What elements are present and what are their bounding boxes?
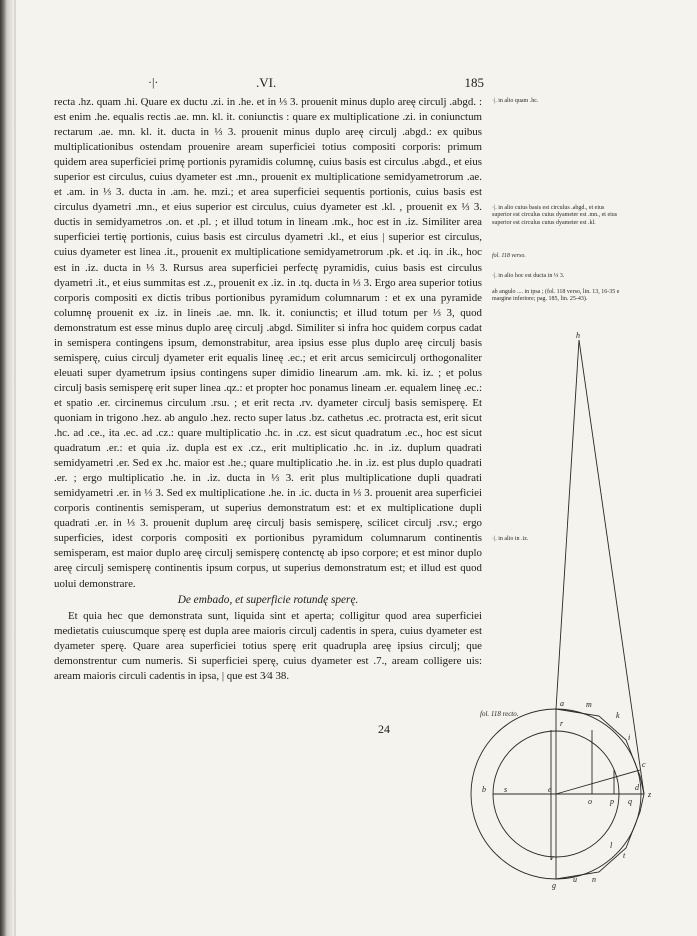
geometric-figure <box>468 300 697 890</box>
page-number: 185 <box>464 75 484 90</box>
label-o: o <box>588 797 592 806</box>
label-v: v <box>550 853 554 862</box>
label-r: r <box>560 719 564 728</box>
main-text-column <box>54 95 482 684</box>
label-h: h <box>576 331 580 340</box>
label-z: z <box>648 790 652 799</box>
page-binding-edge <box>0 0 14 936</box>
margin-note-6: ·|. in alio in .iz. <box>492 536 529 542</box>
figure-caption: fol. 118 recto. <box>480 710 519 718</box>
label-p: p <box>610 797 614 806</box>
chapter-number: .VI. <box>256 75 277 90</box>
label-u: u <box>573 875 577 884</box>
label-i: i <box>628 733 631 742</box>
margin-note-5: ab angulo .... in ipsa ; (fol. 118 verso, lin. 13, 16-35 e margine inferiore; pag. 185, lin. 25-43). <box>492 289 620 303</box>
paragraph-proof: recta .hz. quam .hi. Quare ex ductu .zi. in .he. et in ⅓ 3. prouenit minus duplo areę circulj .abgd. : est enim .he. equalis rectis .ae. mn. kl. it. coniunctis : quare ex multiplicatione .zi. in coniunctum rectarum .ae. mn. kl. it. ducta in ⅓ 3. prouenit minus duplo areę circulj .abgd.: ex quibus multiplicationibus ostendam prouenire aream superficiei totius compositi corporis: primum quidem area superficiei primę portionis pyramidis columnę, cuius basis est circulus .abgd., et eius superior est circulus, cuius dyameter est .mn., prouenit ex multiplicatione semidyametrorum .ae. et .am. in ⅓ 3. ducta in .am. he. mzi.; et area superficiei sequentis portionis, cuius basis est circulus dyametri .mn., et eius superior est circulus, cuius dyameter est .kl. , prouenit ex ⅓ 3. ductis in semidyametros .on. et .pl. ; et illud totum in lineam .mk., hoc est in .iz. Similiter area superficiei tertię portionis, cuius basis est circulus dyametri .kl., et eius | superior est circulus, cuius dyameter est linea .it., prouenit ex multiplicatione semidyametrorum .pk. et .iq. in .ik., hoc est in .iz. ducta in ⅓ 3. Rursus area superficiei perfectę pyramidis, cuius basis est circulus dyametri .it., et eius summitas est .z., prouenit ex .iz. in .tq. ducta in ⅓ 3. Ergo area superior totius corporis compositi ex dictis tribus portionibus pyramidum columnarum : et ex una pyramide columnę prouenit ex .iz. in lineis .ae. mn. lk. it. coniunctis; et illud totum per ⅓ 3, quod demonstratum est esse minus duplo areę circulj .abgd. Similiter si infra hoc quidem corpus cadat in semispera contingens ipsum, demonstrabitur, area ipsius esse plus duplo areę circulj basis semisperę, cuius circulj dyameter erit equalis lineę .ec.; et erit arcus semicirculj orthogonaliter eleuati super dyametrum ipsius contingens super dimidio linearum .am. mk. ki. iz. ; et polus circulj basis semisperę erit super linea .qz.: et propter hoc ponamus lineam .er. equalem lineę .ec.: et spatio .er. circinemus circulum .rsu. ; et erit recta .rv. dyameter circulj basis semisperę. Et quoniam in trigono .hez. ab angulo .hez. recto super latus .bz. cathetus .ec. protracta est, erit sicut .hc. ad .ce., ita .ec. ad .cz.: quare multiplicatio .hc. in .cz. est sicut quadratum .ec., hoc est sicut quadratum .er.: et quia .iz. dupla est ex .cz., erit multiplicatio .hc. in .iz. duplum quadrati semidyametri .er. Sed ex .hc. maior est .he.; quare multiplicatio .he. in .iz. est plus duplo quadrati .er. ; ergo multiplicatio .he. in .iz. ducta in ⅓ 3. erit plus multiplicatione dupli quadrati semidyametri .er. in ⅓ 3. Sed ex multiplicatione .he. in .ic. ducta in ⅓ 3. prouenit area superficiei corporis continentis semisperam, ut superius demonstratum est: et ex multiplicatione dupli quadrati .er. in ⅓ 3. prouenit duplum areę circulj basis semisperę, scilicet circulj .rsv.; ergo superficies, idest corporis compositi ex portionibus pyramidum columnarum continentis semisperam, est maior duplo areę circulj semisperę contenctę ab ipso corpore; et est minor duplo areę circulj semisperę continentis ipsum corpus, ut superius demonstratum est; et illud est quod uolui demonstrare. <box>54 96 482 590</box>
label-n: n <box>592 875 596 884</box>
label-q: q <box>628 797 632 806</box>
margin-note-2: ·|. in alio cuius basis est circulus .abgd., et eius superior est circulus cuius dyameter est .mn., et eius superior est circulus cuius dyameter est .kl. <box>492 205 618 226</box>
page-binding-shadow <box>14 0 16 936</box>
margin-note-3: fol. 118 verso. <box>492 253 526 259</box>
header-mark: ·|· <box>148 75 159 89</box>
label-e: e <box>548 785 552 794</box>
label-l: l <box>610 841 613 850</box>
signature-mark: 24 <box>378 722 390 736</box>
paragraph-sphere: Et quia hec que demonstrata sunt, liquida sint et aperta; colligitur quod area superficiei medietatis cuiuscumque sperę est dupla aree maioris circulj cadentis in spera, cuius dyameter est dyameter sperę. Quare area superficiei totius sperę erit quadrupla areę ipsius circulj; que demonstrentur cum numeris. Si superficiei sperę, cuius dyameter est .7., aream colligere uis: aream maioris circuli cadentis in ipsa, | que est 3⁄4 38. <box>54 609 482 682</box>
label-d: d <box>635 783 639 792</box>
margin-note-4: ·|. in alio hoc est ducta in ⅓ 3. <box>492 273 565 279</box>
label-m: m <box>586 700 592 709</box>
label-a: a <box>560 699 564 708</box>
label-g: g <box>552 881 556 890</box>
label-k: k <box>616 711 620 720</box>
label-t: t <box>623 851 626 860</box>
margin-note-1: ·|. in alio quam .hc. <box>492 98 539 104</box>
running-header <box>148 75 484 91</box>
label-b: b <box>482 785 486 794</box>
label-s: s <box>504 785 508 794</box>
section-heading: De embado, et superficie rotundę sperę. <box>177 593 359 606</box>
label-c: c <box>642 760 646 769</box>
